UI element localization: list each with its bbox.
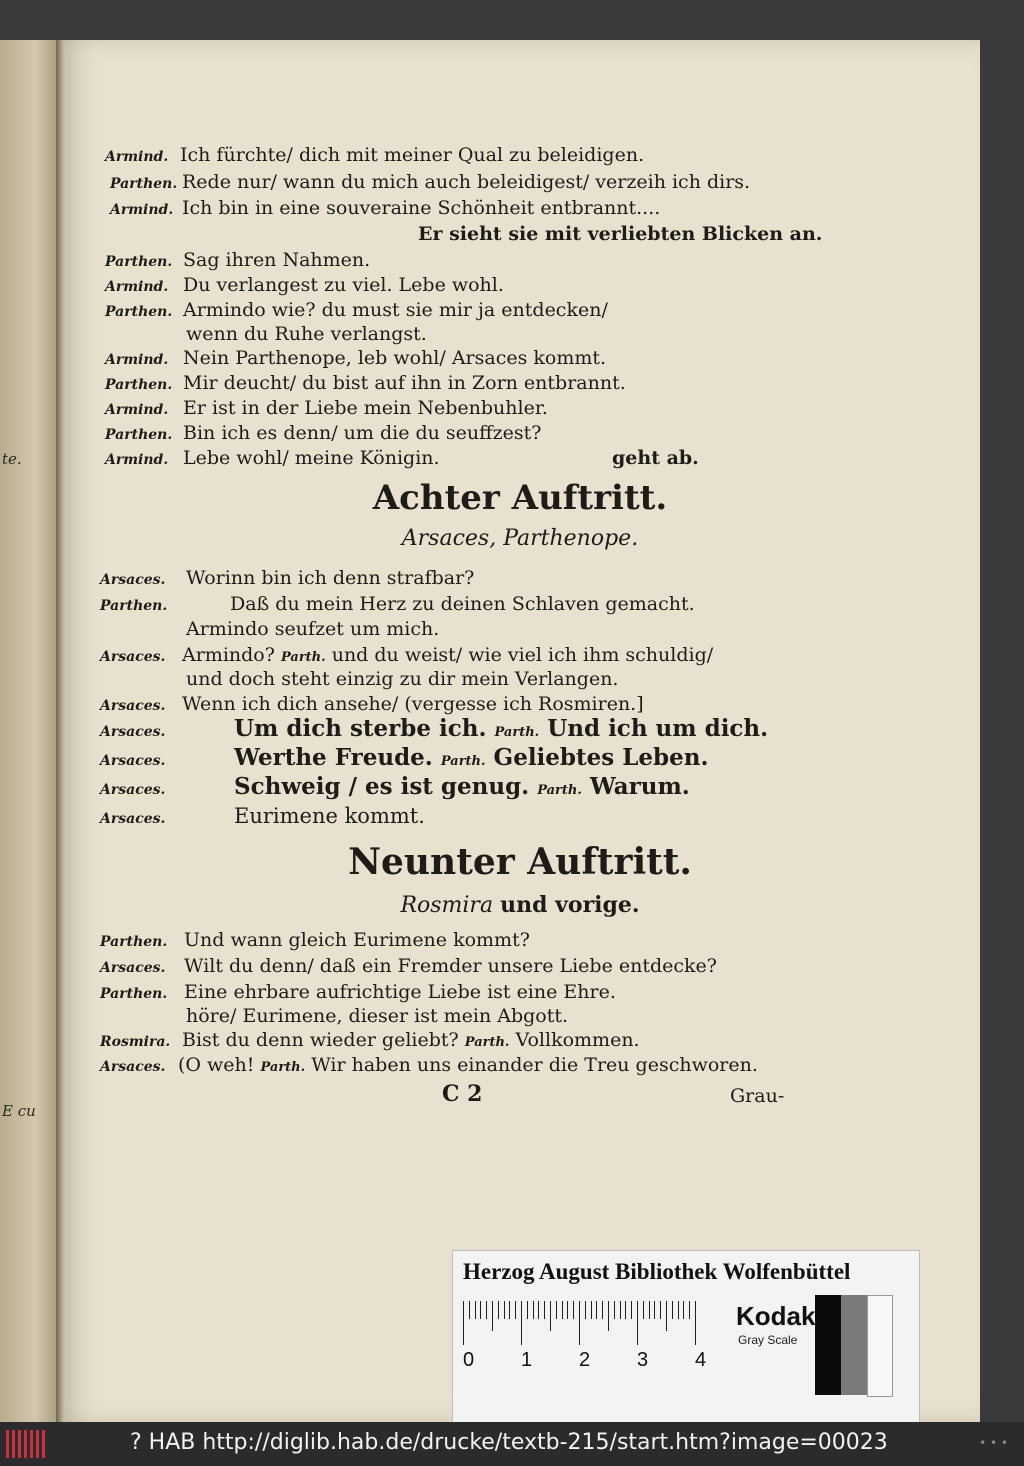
dialogue-line	[105, 446, 440, 472]
ruler-number: 4	[695, 1349, 707, 1371]
dialogue-line	[100, 746, 708, 774]
speaker-label: Arsaces.	[100, 960, 166, 976]
signature-mark: C 2	[442, 1081, 483, 1107]
gray-scale-label: Gray Scale	[738, 1333, 798, 1347]
ruler-tick	[492, 1301, 493, 1331]
speaker-label: Arsaces.	[100, 753, 166, 769]
dialogue-line	[105, 346, 606, 372]
dialogue-text: und du weist/ wie viel ich ihm schuldig/	[331, 644, 714, 666]
ruler-tick	[556, 1301, 557, 1319]
dialogue-line	[100, 804, 425, 831]
dialogue-text: Werthe Freude.	[234, 744, 433, 771]
measurement-ruler	[463, 1301, 723, 1345]
dialogue-line	[105, 396, 548, 422]
ruler-tick	[544, 1301, 545, 1319]
facing-page-fragment: te.	[2, 450, 22, 468]
dialogue-text: Und wann gleich Eurimene kommt?	[184, 929, 530, 951]
dialogue-line	[100, 928, 530, 954]
gray-patch-white	[867, 1295, 893, 1397]
menu-dots-icon[interactable]: • • •	[979, 1436, 1008, 1450]
ruler-tick	[637, 1301, 638, 1345]
inline-speaker-label: Parth.	[537, 783, 582, 798]
ruler-tick	[527, 1301, 528, 1319]
ruler-number: 2	[579, 1349, 591, 1371]
speaker-label: Armind.	[105, 352, 169, 368]
speaker-label: Parthen.	[105, 427, 173, 443]
ruler-number: 3	[637, 1349, 649, 1371]
ruler-tick	[509, 1301, 510, 1319]
dialogue-line	[105, 143, 644, 169]
scene-heading: Achter Auftritt.	[372, 478, 668, 518]
speaker-label: Parthen.	[105, 304, 173, 320]
ruler-tick	[666, 1301, 667, 1331]
exit-direction: geht ab.	[612, 447, 699, 469]
dialogue-text: Vollkommen.	[515, 1029, 640, 1051]
dialogue-text: Mir deucht/ du bist auf ihn in Zorn entbrannt.	[183, 372, 626, 394]
speaker-label: Arsaces.	[100, 724, 166, 740]
scene-character-name: Rosmira	[400, 893, 494, 918]
dialogue-text: Warum.	[589, 773, 690, 800]
dialogue-line	[100, 1028, 640, 1055]
ruler-tick	[649, 1301, 650, 1319]
dialogue-text: Bin ich es denn/ um die du seuffzest?	[183, 422, 542, 444]
dialogue-text: (O weh!	[178, 1054, 255, 1076]
viewer-status-bar	[0, 1422, 1024, 1466]
dialogue-line	[100, 775, 690, 803]
speaker-label: Rosmira.	[100, 1034, 171, 1050]
ruler-tick	[550, 1301, 551, 1331]
dialogue-line	[105, 248, 370, 274]
speaker-label: Parthen.	[100, 598, 168, 614]
speaker-label: Armind.	[110, 202, 174, 218]
hab-logo-icon	[6, 1430, 46, 1458]
dialogue-text: Sag ihren Nahmen.	[183, 249, 371, 271]
scene-character-suffix: und vorige.	[500, 892, 640, 918]
ruler-number: 0	[463, 1349, 475, 1371]
speaker-label: Arsaces.	[100, 811, 166, 827]
dialogue-text: Armindo?	[182, 644, 275, 666]
dialogue-line	[105, 421, 541, 447]
stage-direction: Er sieht sie mit verliebten Blicken an.	[418, 223, 823, 245]
ruler-tick	[678, 1301, 679, 1319]
catchword: Grau-	[730, 1085, 785, 1107]
ruler-tick	[660, 1301, 661, 1319]
kodak-brand: Kodak	[736, 1301, 816, 1331]
inline-speaker-label: Parth.	[280, 650, 326, 665]
speaker-label: Arsaces.	[100, 1059, 166, 1075]
speaker-label: Parthen.	[105, 254, 173, 270]
dialogue-text: Wenn ich dich ansehe/ (vergesse ich Rosmiren.]	[182, 693, 644, 715]
ruler-tick	[562, 1301, 563, 1319]
dialogue-line	[110, 196, 660, 222]
dialogue-line	[110, 170, 750, 196]
speaker-label: Armind.	[105, 402, 169, 418]
ruler-tick	[521, 1301, 522, 1345]
book-gutter	[56, 40, 64, 1422]
ruler-tick	[480, 1301, 481, 1319]
dialogue-text: Armindo wie? du must sie mir ja entdecken/	[183, 299, 608, 321]
dialogue-text: Um dich sterbe ich.	[234, 715, 487, 742]
page-url[interactable]: ? HAB http://diglib.hab.de/drucke/textb-215/start.htm?image=00023	[130, 1430, 888, 1455]
dialogue-line	[100, 1053, 758, 1080]
inline-speaker-label: Parth.	[440, 754, 486, 769]
dialogue-line	[105, 273, 504, 299]
speaker-label: Parthen.	[105, 377, 173, 393]
library-name: Herzog August Bibliothek Wolfenbüttel	[463, 1259, 851, 1284]
dialogue-continuation: höre/ Eurimene, dieser ist mein Abgott.	[186, 1005, 569, 1027]
dialogue-line	[105, 371, 626, 397]
dialogue-line	[105, 298, 608, 324]
dialogue-line	[100, 717, 768, 745]
library-color-card	[452, 1250, 920, 1422]
scene-characters	[60, 893, 980, 918]
dialogue-text: Eurimene kommt.	[234, 804, 425, 828]
speaker-label: Armind.	[105, 149, 169, 165]
dialogue-text: Du verlangest zu viel. Lebe wohl.	[183, 274, 504, 296]
ruler-tick	[579, 1301, 580, 1345]
speaker-label: Parthen.	[100, 986, 168, 1002]
dialogue-text: Geliebtes Leben.	[493, 744, 709, 771]
speaker-label: Arsaces.	[100, 698, 166, 714]
ruler-tick	[573, 1301, 574, 1319]
dialogue-continuation: wenn du Ruhe verlangst.	[186, 323, 427, 345]
dialogue-line	[100, 643, 713, 670]
dialogue-text: Lebe wohl/ meine Königin.	[183, 447, 440, 469]
ruler-tick	[475, 1301, 476, 1319]
ruler-tick	[625, 1301, 626, 1319]
speaker-label: Parthen.	[110, 176, 178, 192]
dialogue-text: Schweig / es ist genug.	[234, 773, 530, 800]
dialogue-text: Er ist in der Liebe mein Nebenbuhler.	[183, 397, 548, 419]
gray-patch-black	[815, 1295, 841, 1395]
dialogue-text: Worinn bin ich denn strafbar?	[186, 567, 475, 589]
dialogue-text: Daß du mein Herz zu deinen Schlaven gemacht.	[230, 593, 695, 615]
ruler-tick	[469, 1301, 470, 1319]
dialogue-text: Wilt du denn/ daß ein Fremder unsere Liebe entdecke?	[184, 955, 717, 977]
ruler-tick	[504, 1301, 505, 1319]
ruler-tick	[463, 1301, 464, 1345]
ruler-tick	[486, 1301, 487, 1319]
ruler-tick	[695, 1301, 696, 1345]
dialogue-text: Nein Parthenope, leb wohl/ Arsaces kommt.	[183, 347, 607, 369]
ruler-tick	[689, 1301, 690, 1319]
speaker-label: Arsaces.	[100, 649, 166, 665]
ruler-tick	[620, 1301, 621, 1319]
dialogue-text: Eine ehrbare aufrichtige Liebe ist eine Ehre.	[184, 981, 616, 1003]
ruler-tick	[591, 1301, 592, 1319]
inline-speaker-label: Parth.	[494, 725, 540, 740]
dialogue-text: Und ich um dich.	[547, 715, 769, 742]
speaker-label: Arsaces.	[100, 782, 166, 798]
ruler-tick	[654, 1301, 655, 1319]
dialogue-continuation: und doch steht einzig zu dir mein Verlangen.	[186, 668, 619, 690]
ruler-number: 1	[521, 1349, 533, 1371]
ruler-tick	[567, 1301, 568, 1319]
dialogue-continuation: Armindo seufzet um mich.	[186, 618, 440, 640]
speaker-label: Armind.	[105, 279, 169, 295]
scene-characters: Arsaces, Parthenope.	[401, 526, 639, 551]
dialogue-text: Ich bin in eine souveraine Schönheit entbrannt....	[182, 197, 661, 219]
dialogue-line	[100, 980, 616, 1006]
ruler-tick	[538, 1301, 539, 1319]
scene-heading: Neunter Auftritt.	[348, 841, 692, 883]
speaker-label: Armind.	[105, 452, 169, 468]
ruler-tick	[585, 1301, 586, 1319]
facing-page-edge	[0, 40, 58, 1422]
ruler-tick	[596, 1301, 597, 1319]
ruler-tick	[608, 1301, 609, 1331]
inline-speaker-label: Parth.	[260, 1060, 306, 1075]
ruler-tick	[672, 1301, 673, 1319]
dialogue-text: Bist du denn wieder geliebt?	[182, 1029, 459, 1051]
ruler-tick	[643, 1301, 644, 1319]
ruler-tick	[683, 1301, 684, 1319]
ruler-tick	[631, 1301, 632, 1319]
dialogue-text: Ich fürchte/ dich mit meiner Qual zu beleidigen.	[180, 144, 645, 166]
ruler-tick	[498, 1301, 499, 1319]
ruler-tick	[533, 1301, 534, 1319]
ruler-tick	[515, 1301, 516, 1319]
dialogue-text: Wir haben uns einander die Treu geschworen.	[311, 1054, 758, 1076]
dialogue-line	[100, 566, 474, 592]
speaker-label: Arsaces.	[100, 572, 166, 588]
gray-patch-mid	[841, 1295, 867, 1395]
dialogue-line	[100, 954, 717, 980]
ruler-tick	[602, 1301, 603, 1319]
speaker-label: Parthen.	[100, 934, 168, 950]
facing-page-fragment: E cu	[2, 1102, 36, 1120]
dialogue-text: Rede nur/ wann du mich auch beleidigest/ verzeih ich dirs.	[182, 171, 751, 193]
inline-speaker-label: Parth.	[464, 1035, 510, 1050]
dialogue-line	[100, 592, 695, 618]
ruler-tick	[614, 1301, 615, 1319]
